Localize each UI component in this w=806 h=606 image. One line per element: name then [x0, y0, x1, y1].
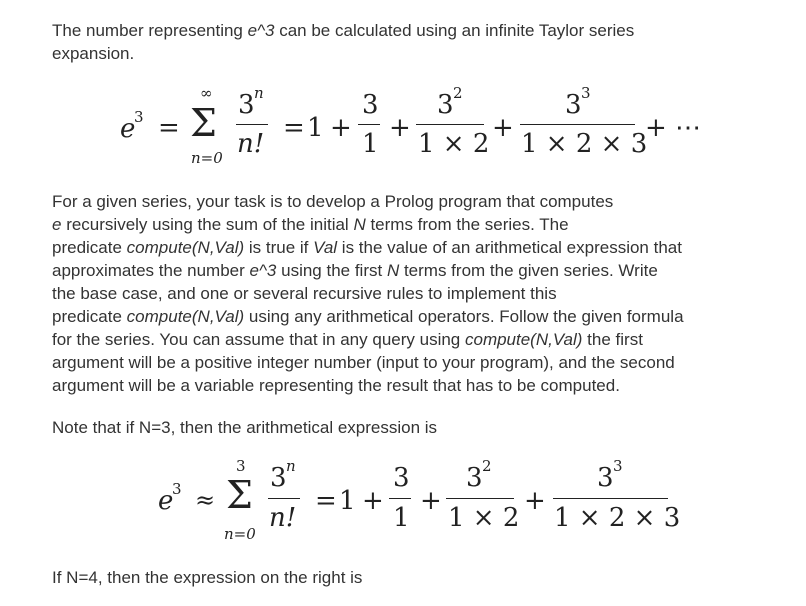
n4-line: If N=4, then the expression on the right is [52, 568, 363, 587]
lhs-e: e [158, 486, 174, 516]
fraction-bar [389, 498, 411, 499]
intro-text: The number representing [52, 21, 248, 40]
approx-sign: ≈ [195, 486, 216, 514]
frac1-numerator: 3 [393, 463, 410, 493]
plus-sign: + [420, 486, 442, 516]
frac2-denominator: 1 × 2 [448, 503, 520, 533]
n-italic: N [353, 215, 366, 234]
task-text: is true if [244, 238, 314, 257]
task-text: recursively using the sum of the initial [61, 215, 354, 234]
sigma-symbol: Σ [190, 101, 217, 145]
frac3-numerator: 3 [565, 90, 582, 120]
frac1-denominator: 1 [362, 129, 379, 159]
fraction-bar [446, 498, 514, 499]
plus-sign: + [492, 113, 514, 143]
task-line-8: argument will be a positive integer number (input to your program), and the second [52, 353, 675, 372]
predicate-name: compute(N,Val) [126, 307, 245, 326]
task-line-5: the base case, and one or several recursive rules to implement this [52, 284, 557, 303]
fraction-bar [268, 498, 300, 499]
frac2-numerator-exp: 2 [482, 457, 492, 475]
term-one: 1 [307, 113, 324, 143]
frac3-numerator-exp: 3 [613, 457, 623, 475]
intro-line-2: expansion. [52, 44, 135, 63]
term-numerator-exp: n [254, 84, 264, 102]
lhs-exponent: 3 [134, 108, 144, 126]
frac1-denominator: 1 [393, 503, 410, 533]
frac1-numerator: 3 [362, 90, 379, 120]
lhs-exponent: 3 [172, 480, 182, 498]
frac2-denominator: 1 × 2 [418, 129, 490, 159]
term-denominator: n! [237, 129, 265, 159]
task-text: predicate [52, 307, 127, 326]
sum-upper-limit: ∞ [200, 84, 213, 102]
equals-sign: = [283, 113, 305, 143]
task-text: for the series. You can assume that in any query using [52, 330, 465, 349]
task-text: approximates the number [52, 261, 250, 280]
frac3-denominator: 1 × 2 × 3 [554, 503, 681, 533]
frac3-numerator: 3 [597, 463, 614, 493]
intro-text-rest: can be calculated using an infinite Taylor series [274, 21, 635, 40]
note-line: Note that if N=3, then the arithmetical expression is [52, 418, 438, 437]
series-continuation: + ⋯ [645, 113, 702, 143]
task-text: terms from the given series. Write [399, 261, 658, 280]
frac3-denominator: 1 × 2 × 3 [521, 129, 648, 159]
task-text: using any arithmetical operators. Follow the given formula [244, 307, 684, 326]
predicate-name: compute(N,Val) [464, 330, 583, 349]
task-line-1: For a given series, your task is to develop a Prolog program that computes [52, 192, 614, 211]
plus-sign: + [362, 486, 384, 516]
predicate-name: compute(N,Val) [126, 238, 245, 257]
plus-sign: + [389, 113, 411, 143]
frac2-numerator: 3 [437, 90, 454, 120]
sum-lower-limit: n=0 [224, 525, 256, 543]
equals-sign: = [158, 113, 180, 143]
sum-lower-limit: n=0 [191, 149, 223, 167]
e-cubed-italic: e^3 [247, 21, 275, 40]
term-denominator: n! [269, 503, 297, 533]
val-italic: Val [313, 238, 338, 257]
task-text: the first [582, 330, 643, 349]
equals-sign: = [315, 486, 337, 516]
e-italic: e [52, 215, 62, 234]
plus-sign: + [524, 486, 546, 516]
task-text: terms from the series. The [365, 215, 569, 234]
frac2-numerator-exp: 2 [453, 84, 463, 102]
plus-sign: + [330, 113, 352, 143]
frac2-numerator: 3 [466, 463, 483, 493]
n-italic: N [386, 261, 400, 280]
task-text: using the first [276, 261, 387, 280]
term-one: 1 [339, 486, 356, 516]
frac3-numerator-exp: 3 [581, 84, 591, 102]
sigma-symbol: Σ [226, 473, 253, 517]
e-cubed-italic: e^3 [249, 261, 277, 280]
task-text: predicate [52, 238, 127, 257]
term-numerator: 3 [270, 463, 287, 493]
term-numerator-exp: n [286, 457, 296, 475]
task-line-9: argument will be a variable representing the result that has to be computed. [52, 376, 620, 395]
sum-upper-limit: 3 [236, 457, 246, 475]
task-text: is the value of an arithmetical expression that [337, 238, 682, 257]
lhs-e: e [120, 114, 136, 144]
fraction-bar [553, 498, 668, 499]
term-numerator: 3 [238, 90, 255, 120]
